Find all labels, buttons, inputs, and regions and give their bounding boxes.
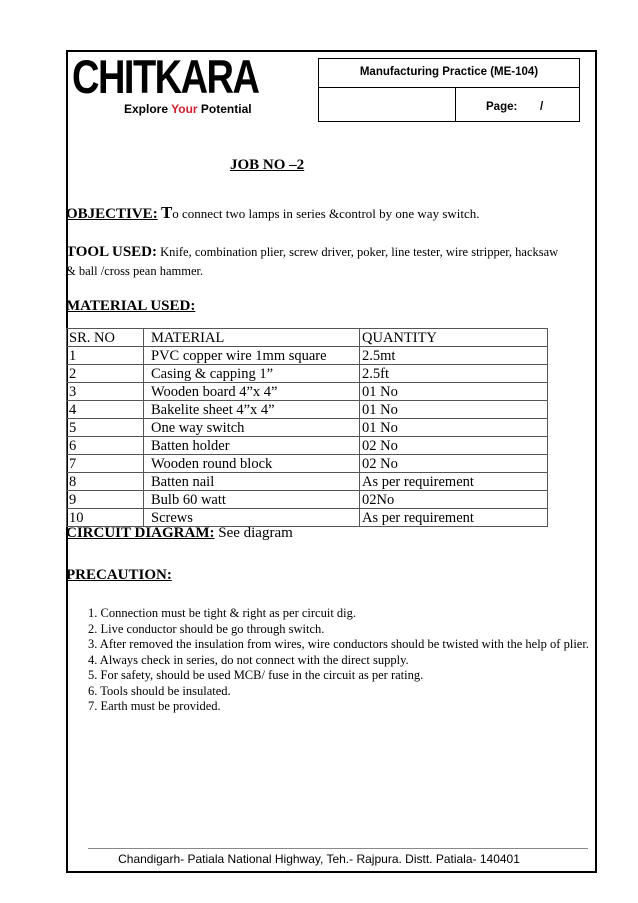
list-item: 2. Live conductor should be go through switch. [88,621,325,636]
objective-line [66,203,480,223]
cell-material: One way switch [144,419,360,437]
logo-wordmark: CHITKARA [72,51,259,104]
chitkara-logo [72,51,312,122]
header-sr-no: SR. NO [67,329,144,347]
course-title: Manufacturing Practice (ME-104) [319,59,579,88]
cell-quantity: As per requirement [360,509,548,527]
list-item: 6. Tools should be insulated. [88,683,231,698]
cell-sr-no: 2 [67,365,144,383]
table-row [67,419,548,437]
table-row [67,491,548,509]
page-value: / [540,101,544,113]
tagline-pre: Explore [124,102,172,116]
cell-material: Screws [144,509,360,527]
cell-sr-no: 4 [67,401,144,419]
cell-material: Batten nail [144,473,360,491]
table-row [67,473,548,491]
cell-material: Wooden board 4”x 4” [144,383,360,401]
table-row [67,401,548,419]
table-row [67,455,548,473]
circuit-line [66,525,293,542]
job-title: JOB NO –2 [230,157,305,173]
objective-first-letter: T [160,203,173,222]
cell-material: Casing & capping 1” [144,365,360,383]
table-row [67,383,548,401]
footer-address: Chandigarh- Patiala National Highway, Teh.- Rajpura. Distt. Patiala- 140401 [118,852,520,866]
cell-quantity: As per requirement [360,473,548,491]
cell-sr-no: 5 [67,419,144,437]
tools-line-1 [66,244,558,261]
footer-rule [88,848,588,849]
table-header-row [67,329,548,347]
cell-sr-no: 3 [67,383,144,401]
objective-label: OBJECTIVE: [66,206,158,222]
page-number-cell [455,87,580,122]
cell-sr-no: 1 [67,347,144,365]
cell-sr-no: 7 [67,455,144,473]
tools-label: TOOL USED: [66,244,158,260]
circuit-label: CIRCUIT DIAGRAM: [66,525,215,541]
objective-text: o connect two lamps in series &control by one way switch. [172,206,480,221]
page-label: Page: [486,101,518,113]
cell-sr-no: 8 [67,473,144,491]
cell-quantity: 02 No [360,437,548,455]
cell-sr-no: 9 [67,491,144,509]
cell-quantity: 2.5mt [360,347,548,365]
list-item: 5. For safety, should be used MCB/ fuse in the circuit as per rating. [88,668,424,682]
cell-sr-no: 10 [67,509,144,527]
cell-quantity: 02 No [360,455,548,473]
tools-text-1: Knife, combination plier, screw driver, poker, line tester, wire stripper, hacksaw [157,245,559,259]
cell-material: Batten holder [144,437,360,455]
cell-quantity: 02No [360,491,548,509]
cell-quantity: 01 No [360,419,548,437]
circuit-text: See diagram [214,525,293,541]
cell-material: Bulb 60 watt [144,491,360,509]
header-material: MATERIAL [144,329,360,347]
table-row [67,347,548,365]
cell-sr-no: 6 [67,437,144,455]
material-table [66,328,548,527]
header-quantity: QUANTITY [360,329,548,347]
precaution-label: PRECAUTION: [66,567,172,583]
table-row [67,509,548,527]
table-row [67,365,548,383]
cell-quantity: 01 No [360,401,548,419]
tagline-accent: Your [171,102,198,116]
table-row [67,437,548,455]
list-item: 7. Earth must be provided. [88,699,221,713]
header-box [318,58,580,122]
tools-line-2: & ball /cross pean hammer. [66,264,204,278]
tagline-post: Potential [197,102,252,116]
cell-material: Wooden round block [144,455,360,473]
list-item: 3. After removed the insulation from wires, wire conductors should be twisted with the help of plier. [88,637,589,651]
logo-tagline [124,102,252,116]
cell-material: PVC copper wire 1mm square [144,347,360,365]
cell-material: Bakelite sheet 4”x 4” [144,401,360,419]
cell-quantity: 01 No [360,383,548,401]
list-item: 1. Connection must be tight & right as per circuit dig. [88,606,357,620]
list-item: 4. Always check in series, do not connect with the direct supply. [88,652,409,667]
cell-quantity: 2.5ft [360,365,548,383]
material-label: MATERIAL USED: [66,298,196,314]
precaution-list [88,606,593,715]
